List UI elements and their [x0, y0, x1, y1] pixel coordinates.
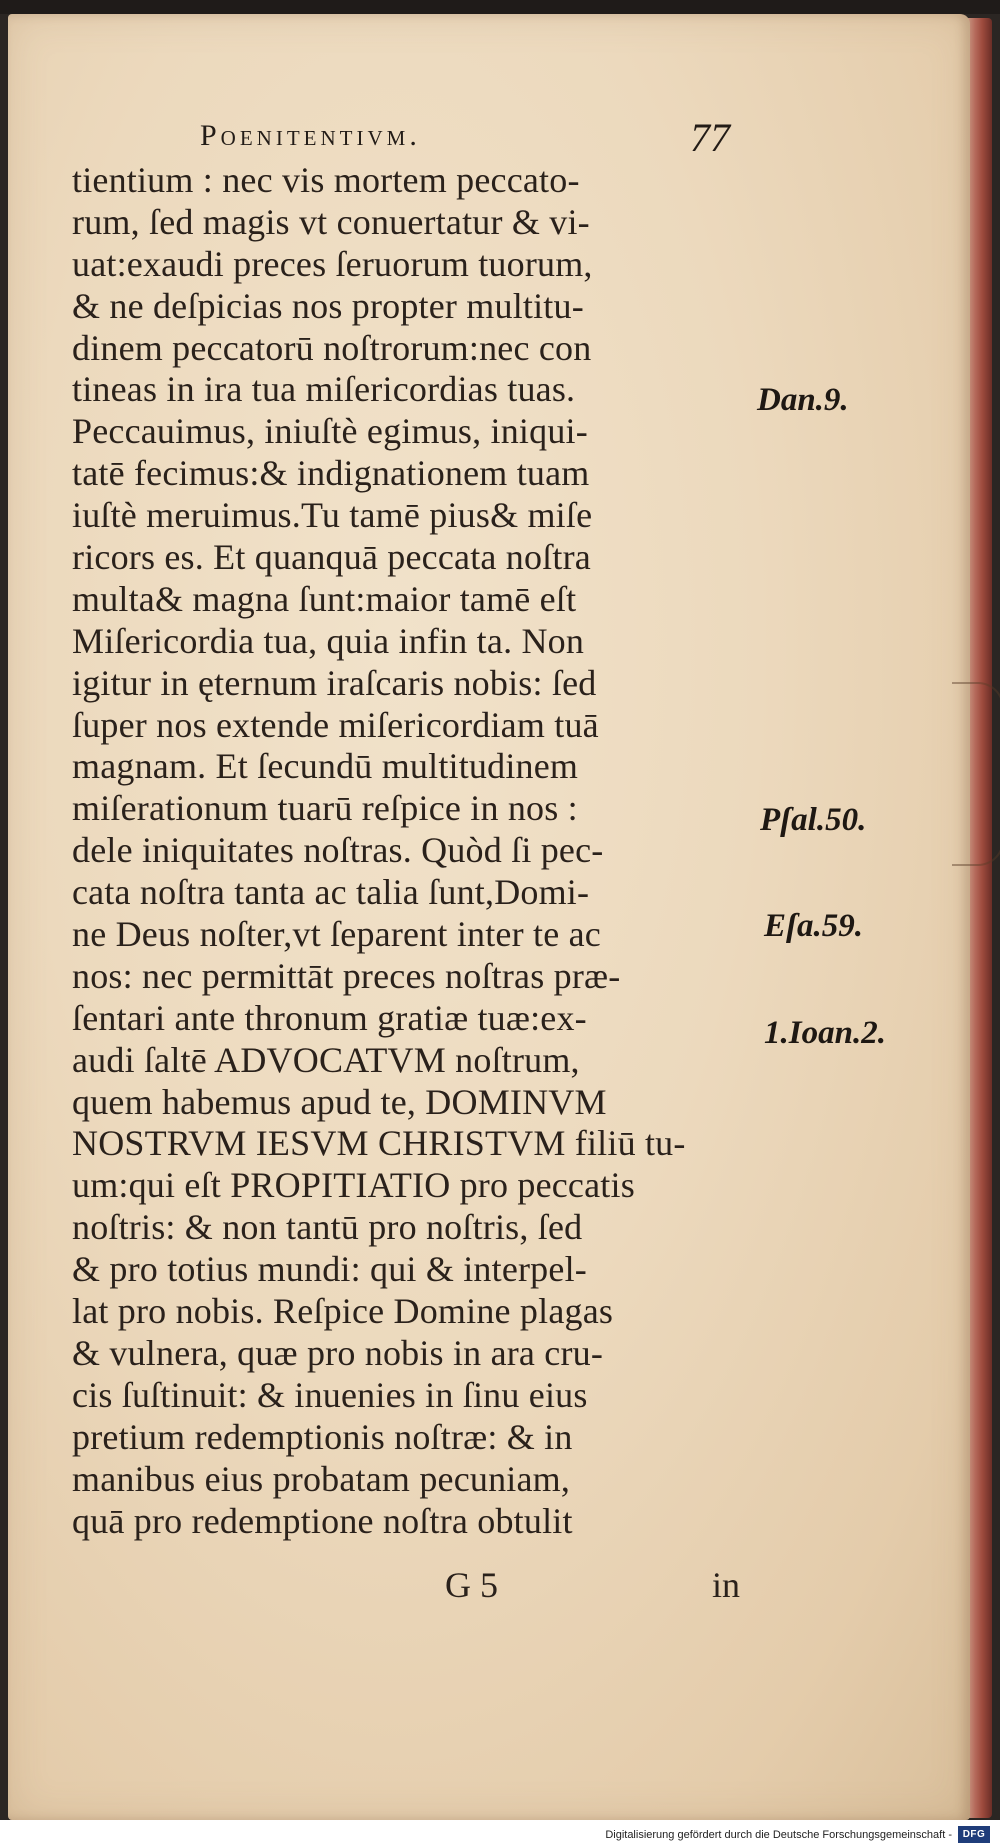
- text-line: dele iniquitates noſtras. Quòd ſi pec-: [72, 830, 604, 871]
- text-line: igitur in ęternum iraſcaris nobis: ſed: [72, 662, 597, 703]
- text-line: rum, ſed magis vt conuertatur & vi-: [72, 201, 590, 242]
- text-line: tatē fecimus:& indignationem tuam: [72, 453, 590, 494]
- text-line: pretium redemptionis noſtræ: & in: [72, 1416, 573, 1457]
- digitization-credit: Digitalisierung gefördert durch die Deutsche Forschungsgemeinschaft -: [605, 1829, 952, 1841]
- text-line: ſentari ante thronum gratiæ tuæ:ex-: [72, 997, 587, 1038]
- text-line: quā pro redemptione noſtra obtulit: [72, 1500, 573, 1541]
- text-line: cis ſuſtinuit: & inuenies in ſinu eius: [72, 1374, 588, 1415]
- margin-note-dan: Dan.9.: [757, 382, 849, 418]
- text-line: cata noſtra tanta ac talia ſunt,Domi-: [72, 872, 590, 913]
- text-line: NOSTRVM IESVM CHRISTVM filiū tu-: [72, 1123, 686, 1164]
- scan-top-border: [0, 0, 1000, 14]
- text-line: Miſericordia tua, quia infin ta. Non: [72, 620, 585, 661]
- text-line: & pro totius mundi: qui & interpel-: [72, 1249, 587, 1290]
- text-line: miſerationum tuarū reſpice in nos :: [72, 788, 578, 829]
- text-line: & vulnera, quæ pro nobis in ara cru-: [72, 1332, 604, 1373]
- text-line: audi ſaltē ADVOCATVM noſtrum,: [72, 1039, 580, 1080]
- text-line: nos: nec permittāt preces noſtras præ-: [72, 955, 621, 996]
- text-line: dinem peccatorū noſtrorum:nec con: [72, 327, 592, 368]
- page-footer: [72, 1562, 752, 1608]
- text-line: manibus eius probatam pecuniam,: [72, 1458, 571, 1499]
- text-line: multa& magna ſunt:maior tamē eſt: [72, 578, 577, 619]
- margin-note-esa: Eſa.59.: [764, 908, 863, 944]
- text-line: Peccauimus, iniuſtè egimus, iniqui-: [72, 411, 588, 452]
- signature-mark: G 5: [445, 1565, 498, 1605]
- margin-note-psal: Pſal.50.: [760, 802, 867, 838]
- text-line: iuſtè meruimus.Tu tamē pius& miſe: [72, 495, 593, 536]
- page-tab-mark: [952, 682, 1000, 866]
- text-line: & ne deſpicias nos propter multitu-: [72, 285, 584, 326]
- text-line: noſtris: & non tantū pro noſtris, ſed: [72, 1207, 583, 1248]
- text-line: quem habemus apud te, DOMINVM: [72, 1081, 607, 1122]
- page-number: 77: [690, 115, 730, 160]
- body-text: [72, 160, 752, 1542]
- dfg-logo: DFG: [958, 1826, 990, 1843]
- text-line: uat:exaudi preces ſeruorum tuorum,: [72, 243, 593, 284]
- text-line: lat pro nobis. Reſpice Domine plagas: [72, 1291, 614, 1332]
- text-line: ne Deus noſter,vt ſeparent inter te ac: [72, 914, 601, 955]
- book-page-edge: [968, 18, 992, 1818]
- text-line: um:qui eſt PROPITIATIO pro peccatis: [72, 1165, 635, 1206]
- running-head: [200, 119, 421, 153]
- text-line: tientium : nec vis mortem peccato-: [72, 160, 580, 200]
- text-line: magnam. Et ſecundū multitudinem: [72, 746, 579, 787]
- margin-note-ioan: 1.Ioan.2.: [764, 1015, 886, 1051]
- text-line: tineas in ira tua miſericordias tuas.: [72, 369, 576, 410]
- text-line: ricors es. Et quanquā peccata noſtra: [72, 537, 591, 578]
- running-head-text: Poenitentivm.: [200, 119, 421, 152]
- catchword: in: [711, 1565, 740, 1605]
- text-line: ſuper nos extende miſericordiam tuā: [72, 704, 599, 745]
